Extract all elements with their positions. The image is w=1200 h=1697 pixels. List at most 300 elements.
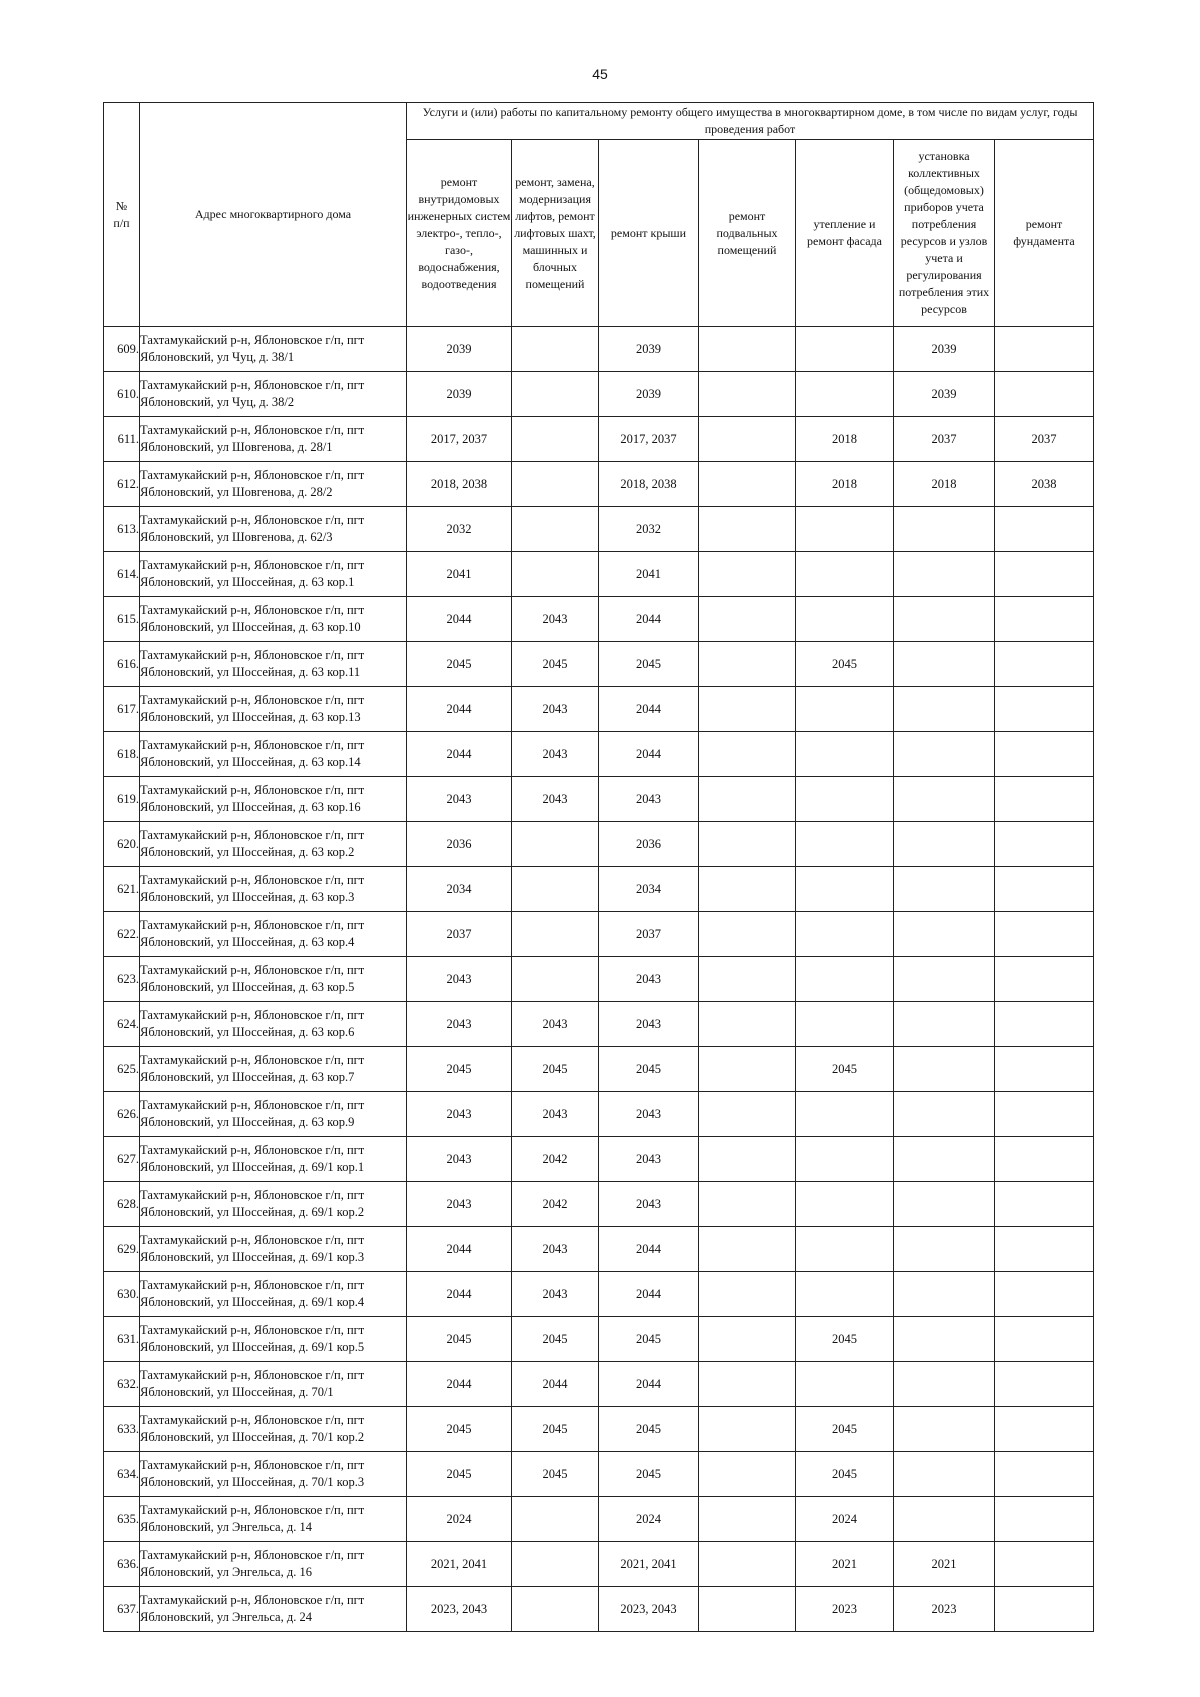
row-number: 624. <box>104 1002 140 1047</box>
table-row <box>104 1587 1094 1632</box>
row-number: 627. <box>104 1137 140 1182</box>
year-cell-basement <box>699 1317 796 1362</box>
year-cell-meters <box>894 642 995 687</box>
year-cell-meters <box>894 597 995 642</box>
year-cell-meters: 2039 <box>894 327 995 372</box>
year-cell-foundation: 2038 <box>995 462 1094 507</box>
year-cell-engineering: 2032 <box>407 507 512 552</box>
address-cell <box>140 417 407 462</box>
year-cell-facade <box>796 822 894 867</box>
year-cell-engineering: 2044 <box>407 1362 512 1407</box>
row-number: 613. <box>104 507 140 552</box>
year-cell-roof: 2039 <box>599 327 699 372</box>
address-line-1: Тахтамукайский р-н, Яблоновское г/п, пгт <box>140 1053 365 1067</box>
year-cell-elevators: 2043 <box>512 777 599 822</box>
header-address: Адрес многоквартирного дома <box>140 103 407 327</box>
year-cell-roof: 2045 <box>599 1452 699 1497</box>
address-cell <box>140 1587 407 1632</box>
address-line-2: Яблоновский, ул Шоссейная, д. 70/1 <box>140 1385 334 1399</box>
year-cell-roof: 2045 <box>599 1407 699 1452</box>
address-cell <box>140 822 407 867</box>
year-cell-facade: 2045 <box>796 1317 894 1362</box>
year-cell-facade <box>796 732 894 777</box>
year-cell-meters <box>894 1182 995 1227</box>
address-line-2: Яблоновский, ул Шоссейная, д. 63 кор.10 <box>140 620 361 634</box>
year-cell-foundation <box>995 507 1094 552</box>
address-line-2: Яблоновский, ул Шоссейная, д. 63 кор.16 <box>140 800 361 814</box>
row-number: 619. <box>104 777 140 822</box>
table-row <box>104 507 1094 552</box>
address-cell <box>140 687 407 732</box>
row-number: 625. <box>104 1047 140 1092</box>
year-cell-basement <box>699 1587 796 1632</box>
year-cell-roof: 2044 <box>599 687 699 732</box>
year-cell-basement <box>699 1497 796 1542</box>
year-cell-roof: 2044 <box>599 1362 699 1407</box>
year-cell-engineering: 2036 <box>407 822 512 867</box>
row-number: 631. <box>104 1317 140 1362</box>
year-cell-basement <box>699 642 796 687</box>
year-cell-engineering: 2045 <box>407 1407 512 1452</box>
address-line-1: Тахтамукайский р-н, Яблоновское г/п, пгт <box>140 1503 365 1517</box>
year-cell-facade: 2045 <box>796 1452 894 1497</box>
table-row <box>104 1407 1094 1452</box>
table-row <box>104 597 1094 642</box>
year-cell-engineering: 2034 <box>407 867 512 912</box>
address-cell <box>140 642 407 687</box>
address-line-2: Яблоновский, ул Энгельса, д. 14 <box>140 1520 312 1534</box>
year-cell-elevators: 2043 <box>512 687 599 732</box>
year-cell-meters <box>894 912 995 957</box>
year-cell-roof: 2045 <box>599 1317 699 1362</box>
address-line-1: Тахтамукайский р-н, Яблоновское г/п, пгт <box>140 1188 365 1202</box>
year-cell-basement <box>699 372 796 417</box>
table-row <box>104 327 1094 372</box>
year-cell-basement <box>699 912 796 957</box>
year-cell-meters <box>894 1047 995 1092</box>
address-cell <box>140 462 407 507</box>
year-cell-engineering: 2039 <box>407 372 512 417</box>
year-cell-facade <box>796 867 894 912</box>
year-cell-facade <box>796 912 894 957</box>
address-line-1: Тахтамукайский р-н, Яблоновское г/п, пгт <box>140 1278 365 1292</box>
table-row <box>104 1182 1094 1227</box>
year-cell-engineering: 2044 <box>407 597 512 642</box>
address-line-1: Тахтамукайский р-н, Яблоновское г/п, пгт <box>140 783 365 797</box>
year-cell-basement <box>699 1092 796 1137</box>
header-col-elevators: ремонт, замена, модернизация лифтов, ремонт лифтовых шахт, машинных и блочных помещений <box>512 140 599 327</box>
year-cell-basement <box>699 1047 796 1092</box>
address-line-2: Яблоновский, ул Шоссейная, д. 69/1 кор.4 <box>140 1295 365 1309</box>
address-line-1: Тахтамукайский р-н, Яблоновское г/п, пгт <box>140 378 365 392</box>
year-cell-foundation <box>995 1542 1094 1587</box>
year-cell-elevators <box>512 462 599 507</box>
year-cell-elevators: 2043 <box>512 597 599 642</box>
header-row-group <box>104 103 1094 140</box>
year-cell-foundation <box>995 597 1094 642</box>
table-row <box>104 1047 1094 1092</box>
row-number: 630. <box>104 1272 140 1317</box>
year-cell-meters <box>894 732 995 777</box>
year-cell-meters <box>894 867 995 912</box>
address-line-1: Тахтамукайский р-н, Яблоновское г/п, пгт <box>140 693 365 707</box>
year-cell-elevators <box>512 372 599 417</box>
year-cell-basement <box>699 1272 796 1317</box>
year-cell-elevators <box>512 867 599 912</box>
address-line-2: Яблоновский, ул Шоссейная, д. 63 кор.11 <box>140 665 361 679</box>
year-cell-elevators: 2045 <box>512 1452 599 1497</box>
year-cell-elevators: 2045 <box>512 1047 599 1092</box>
table-row <box>104 822 1094 867</box>
year-cell-elevators: 2045 <box>512 1317 599 1362</box>
year-cell-elevators: 2043 <box>512 1272 599 1317</box>
year-cell-foundation <box>995 1587 1094 1632</box>
address-cell <box>140 1362 407 1407</box>
row-number: 629. <box>104 1227 140 1272</box>
year-cell-meters <box>894 1497 995 1542</box>
year-cell-basement <box>699 867 796 912</box>
address-line-1: Тахтамукайский р-н, Яблоновское г/п, пгт <box>140 1548 365 1562</box>
year-cell-engineering: 2043 <box>407 957 512 1002</box>
year-cell-elevators <box>512 327 599 372</box>
address-cell <box>140 1182 407 1227</box>
year-cell-facade: 2024 <box>796 1497 894 1542</box>
row-number: 610. <box>104 372 140 417</box>
address-line-1: Тахтамукайский р-н, Яблоновское г/п, пгт <box>140 918 365 932</box>
year-cell-elevators <box>512 417 599 462</box>
year-cell-engineering: 2043 <box>407 1092 512 1137</box>
address-line-2: Яблоновский, ул Шоссейная, д. 63 кор.7 <box>140 1070 355 1084</box>
address-line-2: Яблоновский, ул Шоссейная, д. 63 кор.14 <box>140 755 361 769</box>
year-cell-basement <box>699 777 796 822</box>
row-number: 634. <box>104 1452 140 1497</box>
year-cell-roof: 2034 <box>599 867 699 912</box>
address-cell <box>140 957 407 1002</box>
year-cell-elevators: 2042 <box>512 1137 599 1182</box>
row-number: 628. <box>104 1182 140 1227</box>
year-cell-facade: 2045 <box>796 1407 894 1452</box>
year-cell-engineering: 2037 <box>407 912 512 957</box>
year-cell-engineering: 2044 <box>407 1227 512 1272</box>
year-cell-meters: 2037 <box>894 417 995 462</box>
address-cell <box>140 1227 407 1272</box>
address-line-2: Яблоновский, ул Шоссейная, д. 63 кор.1 <box>140 575 355 589</box>
address-line-1: Тахтамукайский р-н, Яблоновское г/п, пгт <box>140 963 365 977</box>
year-cell-facade: 2018 <box>796 417 894 462</box>
table-row <box>104 732 1094 777</box>
table-row <box>104 462 1094 507</box>
year-cell-roof: 2041 <box>599 552 699 597</box>
year-cell-foundation <box>995 1182 1094 1227</box>
year-cell-basement <box>699 1002 796 1047</box>
table-row <box>104 867 1094 912</box>
year-cell-foundation <box>995 777 1094 822</box>
table-row <box>104 642 1094 687</box>
header-col-engineering: ремонт внутридомовых инженерных систем электро-, тепло-, газо-, водоснабжения, водоотведения <box>407 140 512 327</box>
address-line-2: Яблоновский, ул Шовгенова, д. 28/2 <box>140 485 333 499</box>
table-body <box>104 327 1094 1632</box>
year-cell-facade <box>796 597 894 642</box>
address-line-1: Тахтамукайский р-н, Яблоновское г/п, пгт <box>140 558 365 572</box>
address-cell <box>140 1092 407 1137</box>
year-cell-engineering: 2045 <box>407 1317 512 1362</box>
address-line-2: Яблоновский, ул Энгельса, д. 24 <box>140 1610 312 1624</box>
row-number: 622. <box>104 912 140 957</box>
year-cell-elevators: 2045 <box>512 642 599 687</box>
address-line-2: Яблоновский, ул Шоссейная, д. 63 кор.3 <box>140 890 355 904</box>
year-cell-basement <box>699 732 796 777</box>
address-line-2: Яблоновский, ул Шоссейная, д. 70/1 кор.2 <box>140 1430 365 1444</box>
year-cell-basement <box>699 1362 796 1407</box>
address-cell <box>140 552 407 597</box>
year-cell-roof: 2044 <box>599 1227 699 1272</box>
header-col-meters: установка коллективных (общедомовых) приборов учета потребления ресурсов и узлов учета и регулирования потребления этих ресурсов <box>894 140 995 327</box>
row-number: 621. <box>104 867 140 912</box>
row-number: 611. <box>104 417 140 462</box>
address-cell <box>140 1137 407 1182</box>
address-line-1: Тахтамукайский р-н, Яблоновское г/п, пгт <box>140 1143 365 1157</box>
year-cell-engineering: 2039 <box>407 327 512 372</box>
address-line-2: Яблоновский, ул Шоссейная, д. 63 кор.6 <box>140 1025 355 1039</box>
table-row <box>104 1137 1094 1182</box>
year-cell-facade: 2045 <box>796 642 894 687</box>
address-line-1: Тахтамукайский р-н, Яблоновское г/п, пгт <box>140 738 365 752</box>
year-cell-facade <box>796 1137 894 1182</box>
year-cell-elevators <box>512 1587 599 1632</box>
year-cell-facade <box>796 1362 894 1407</box>
year-cell-engineering: 2018, 2038 <box>407 462 512 507</box>
year-cell-engineering: 2043 <box>407 777 512 822</box>
address-line-2: Яблоновский, ул Шоссейная, д. 63 кор.2 <box>140 845 355 859</box>
year-cell-foundation <box>995 1092 1094 1137</box>
year-cell-engineering: 2043 <box>407 1182 512 1227</box>
address-cell <box>140 1407 407 1452</box>
year-cell-engineering: 2044 <box>407 1272 512 1317</box>
table-row <box>104 1272 1094 1317</box>
year-cell-basement <box>699 1182 796 1227</box>
year-cell-elevators <box>512 822 599 867</box>
year-cell-foundation <box>995 822 1094 867</box>
address-line-2: Яблоновский, ул Шоссейная, д. 69/1 кор.5 <box>140 1340 365 1354</box>
year-cell-foundation <box>995 912 1094 957</box>
year-cell-basement <box>699 957 796 1002</box>
year-cell-facade <box>796 1272 894 1317</box>
year-cell-facade <box>796 327 894 372</box>
year-cell-foundation <box>995 1227 1094 1272</box>
year-cell-basement <box>699 462 796 507</box>
year-cell-basement <box>699 1137 796 1182</box>
year-cell-facade: 2018 <box>796 462 894 507</box>
row-number: 617. <box>104 687 140 732</box>
year-cell-facade <box>796 687 894 732</box>
header-col-foundation: ремонт фундамента <box>995 140 1094 327</box>
year-cell-facade <box>796 372 894 417</box>
year-cell-elevators <box>512 507 599 552</box>
address-cell <box>140 597 407 642</box>
address-line-1: Тахтамукайский р-н, Яблоновское г/п, пгт <box>140 513 365 527</box>
address-cell <box>140 327 407 372</box>
address-cell <box>140 867 407 912</box>
header-col-facade: утепление и ремонт фасада <box>796 140 894 327</box>
year-cell-facade <box>796 1002 894 1047</box>
year-cell-foundation <box>995 1272 1094 1317</box>
row-number: 620. <box>104 822 140 867</box>
header-num: № п/п <box>104 103 140 327</box>
address-line-2: Яблоновский, ул Шоссейная, д. 63 кор.9 <box>140 1115 355 1129</box>
year-cell-roof: 2024 <box>599 1497 699 1542</box>
table-row <box>104 1497 1094 1542</box>
year-cell-foundation: 2037 <box>995 417 1094 462</box>
year-cell-foundation <box>995 1002 1094 1047</box>
year-cell-meters <box>894 552 995 597</box>
address-line-1: Тахтамукайский р-н, Яблоновское г/п, пгт <box>140 603 365 617</box>
address-line-1: Тахтамукайский р-н, Яблоновское г/п, пгт <box>140 648 365 662</box>
year-cell-roof: 2017, 2037 <box>599 417 699 462</box>
address-cell <box>140 1002 407 1047</box>
table-row <box>104 777 1094 822</box>
table-row <box>104 687 1094 732</box>
year-cell-engineering: 2043 <box>407 1137 512 1182</box>
year-cell-roof: 2036 <box>599 822 699 867</box>
year-cell-meters: 2023 <box>894 1587 995 1632</box>
year-cell-roof: 2044 <box>599 732 699 777</box>
address-line-1: Тахтамукайский р-н, Яблоновское г/п, пгт <box>140 1413 365 1427</box>
year-cell-basement <box>699 1542 796 1587</box>
address-cell <box>140 372 407 417</box>
year-cell-basement <box>699 597 796 642</box>
year-cell-roof: 2043 <box>599 1137 699 1182</box>
row-number: 632. <box>104 1362 140 1407</box>
year-cell-engineering: 2023, 2043 <box>407 1587 512 1632</box>
address-line-1: Тахтамукайский р-н, Яблоновское г/п, пгт <box>140 333 365 347</box>
row-number: 637. <box>104 1587 140 1632</box>
row-number: 618. <box>104 732 140 777</box>
year-cell-engineering: 2021, 2041 <box>407 1542 512 1587</box>
address-cell <box>140 1047 407 1092</box>
year-cell-meters <box>894 1317 995 1362</box>
year-cell-foundation <box>995 1407 1094 1452</box>
table-row <box>104 1452 1094 1497</box>
table-row <box>104 417 1094 462</box>
table-row <box>104 372 1094 417</box>
year-cell-engineering: 2017, 2037 <box>407 417 512 462</box>
year-cell-meters <box>894 1362 995 1407</box>
address-line-1: Тахтамукайский р-н, Яблоновское г/п, пгт <box>140 1368 365 1382</box>
year-cell-roof: 2044 <box>599 597 699 642</box>
address-line-1: Тахтамукайский р-н, Яблоновское г/п, пгт <box>140 1593 365 1607</box>
year-cell-engineering: 2043 <box>407 1002 512 1047</box>
header-services-group: Услуги и (или) работы по капитальному ремонту общего имущества в многоквартирном доме, в том числе по видам услуг, годы проведения работ <box>407 103 1094 140</box>
address-line-1: Тахтамукайский р-н, Яблоновское г/п, пгт <box>140 1233 365 1247</box>
address-line-2: Яблоновский, ул Шоссейная, д. 69/1 кор.1 <box>140 1160 365 1174</box>
year-cell-basement <box>699 822 796 867</box>
address-line-2: Яблоновский, ул Шоссейная, д. 63 кор.4 <box>140 935 355 949</box>
year-cell-meters <box>894 1002 995 1047</box>
year-cell-elevators <box>512 1497 599 1542</box>
year-cell-elevators <box>512 1542 599 1587</box>
address-cell <box>140 1542 407 1587</box>
year-cell-foundation <box>995 1047 1094 1092</box>
page-number: 45 <box>592 66 608 82</box>
year-cell-elevators: 2043 <box>512 732 599 777</box>
year-cell-meters <box>894 1272 995 1317</box>
year-cell-meters <box>894 507 995 552</box>
year-cell-foundation <box>995 867 1094 912</box>
year-cell-engineering: 2024 <box>407 1497 512 1542</box>
year-cell-foundation <box>995 327 1094 372</box>
year-cell-elevators: 2043 <box>512 1092 599 1137</box>
address-line-2: Яблоновский, ул Энгельса, д. 16 <box>140 1565 312 1579</box>
row-number: 609. <box>104 327 140 372</box>
year-cell-roof: 2023, 2043 <box>599 1587 699 1632</box>
year-cell-meters <box>894 1452 995 1497</box>
address-line-1: Тахтамукайский р-н, Яблоновское г/п, пгт <box>140 1008 365 1022</box>
year-cell-facade: 2045 <box>796 1047 894 1092</box>
year-cell-elevators: 2043 <box>512 1227 599 1272</box>
year-cell-elevators: 2042 <box>512 1182 599 1227</box>
year-cell-roof: 2045 <box>599 1047 699 1092</box>
row-number: 635. <box>104 1497 140 1542</box>
year-cell-meters <box>894 777 995 822</box>
year-cell-foundation <box>995 1137 1094 1182</box>
year-cell-elevators <box>512 912 599 957</box>
year-cell-meters: 2018 <box>894 462 995 507</box>
year-cell-foundation <box>995 957 1094 1002</box>
year-cell-meters: 2039 <box>894 372 995 417</box>
address-line-2: Яблоновский, ул Шоссейная, д. 69/1 кор.2 <box>140 1205 365 1219</box>
year-cell-meters <box>894 957 995 1002</box>
year-cell-roof: 2043 <box>599 957 699 1002</box>
address-line-2: Яблоновский, ул Шоссейная, д. 69/1 кор.3 <box>140 1250 365 1264</box>
year-cell-foundation <box>995 1497 1094 1542</box>
capital-repair-table <box>103 102 1094 1632</box>
address-cell <box>140 732 407 777</box>
year-cell-engineering: 2045 <box>407 1047 512 1092</box>
table-row <box>104 957 1094 1002</box>
address-line-2: Яблоновский, ул Шоссейная, д. 63 кор.13 <box>140 710 361 724</box>
row-number: 633. <box>104 1407 140 1452</box>
year-cell-basement <box>699 327 796 372</box>
year-cell-meters <box>894 1227 995 1272</box>
year-cell-facade: 2021 <box>796 1542 894 1587</box>
row-number: 615. <box>104 597 140 642</box>
address-cell <box>140 1272 407 1317</box>
address-line-1: Тахтамукайский р-н, Яблоновское г/п, пгт <box>140 828 365 842</box>
year-cell-meters <box>894 822 995 867</box>
header-col-basement: ремонт подвальных помещений <box>699 140 796 327</box>
year-cell-basement <box>699 507 796 552</box>
year-cell-elevators <box>512 552 599 597</box>
year-cell-roof: 2045 <box>599 642 699 687</box>
year-cell-basement <box>699 1227 796 1272</box>
row-number: 636. <box>104 1542 140 1587</box>
year-cell-facade <box>796 1182 894 1227</box>
year-cell-engineering: 2045 <box>407 1452 512 1497</box>
year-cell-meters <box>894 1407 995 1452</box>
table-row <box>104 912 1094 957</box>
address-line-1: Тахтамукайский р-н, Яблоновское г/п, пгт <box>140 468 365 482</box>
address-line-2: Яблоновский, ул Шовгенова, д. 28/1 <box>140 440 333 454</box>
year-cell-engineering: 2044 <box>407 687 512 732</box>
year-cell-roof: 2037 <box>599 912 699 957</box>
address-line-2: Яблоновский, ул Шоссейная, д. 63 кор.5 <box>140 980 355 994</box>
address-line-2: Яблоновский, ул Чуц, д. 38/1 <box>140 350 295 364</box>
table-row <box>104 1362 1094 1407</box>
year-cell-basement <box>699 1407 796 1452</box>
year-cell-roof: 2018, 2038 <box>599 462 699 507</box>
row-number: 616. <box>104 642 140 687</box>
year-cell-roof: 2043 <box>599 1182 699 1227</box>
